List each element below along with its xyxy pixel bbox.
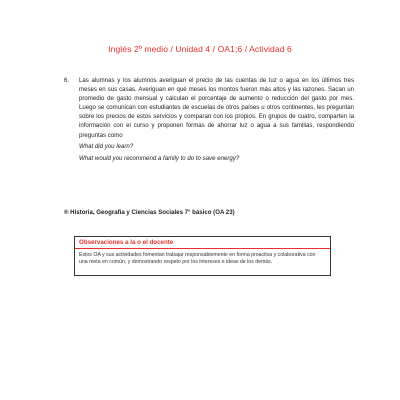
activity-section (64, 76, 354, 163)
teacher-notes-title: Observaciones a la o el docente (75, 239, 330, 249)
activity-number: 6. (64, 77, 70, 84)
cross-reference: ® Historia, Geografía y Ciencias Sociales 7° básico (OA 23) (64, 209, 235, 216)
teacher-notes-box (74, 236, 331, 276)
question-1: What did you learn? (79, 142, 134, 150)
activity-description: Las alumnas y los alumnos averiguan el precio de las cuentas de luz o agua en los últimos tres meses en sus casas. Averiguan en qué meses los montos fueron más altos y las razones. Sacan un promedio de gasto mensual y calculan el porcentaje de aumento o reducción del gasto por mes. Luego se comunican con estudiantes de escuelas de otros países u otros continentes, les preguntan sobre los precios de estos servicios y comparan con los propios. En grupos de cuatro, comparten la información con el curso y proponen formas de ahorrar luz o agua a sus familias, respondiendo preguntas como (79, 77, 354, 139)
page-header-title: Inglés 2º medio / Unidad 4 / OA1;6 / Actividad 6 (108, 44, 292, 54)
question-2: What would you recommend a family to do to save energy? (79, 154, 240, 162)
teacher-notes-body: Estos OA y sus actividades fomentan trabajar responsablemente en forma proactiva y colaborativa con una meta en común, y demostrando respeto por los intereses e ideas de los demás. (79, 252, 316, 266)
